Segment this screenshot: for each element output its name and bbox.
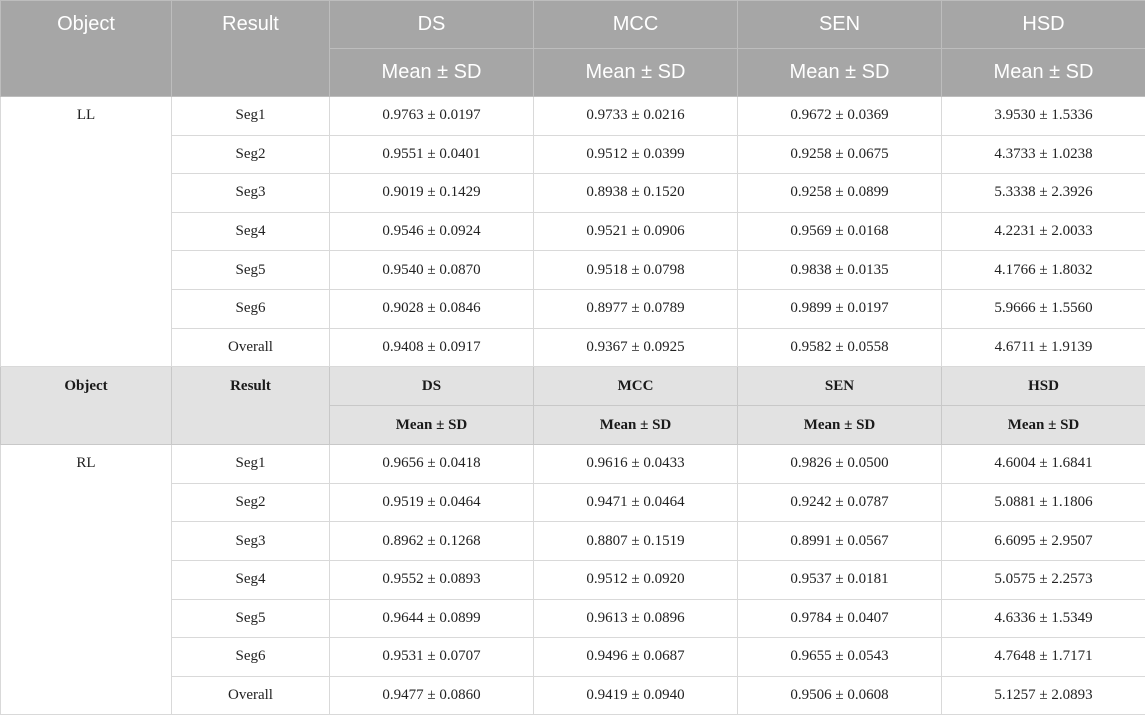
hsd-cell: 4.6336 ± 1.5349 (942, 599, 1145, 638)
mcc-cell: 0.9616 ± 0.0433 (534, 445, 738, 484)
sen-cell: 0.9569 ± 0.0168 (738, 212, 942, 251)
header-ds: DS (330, 1, 534, 49)
mcc-cell: 0.9367 ± 0.0925 (534, 328, 738, 367)
sen-cell: 0.8991 ± 0.0567 (738, 522, 942, 561)
hsd-cell: 3.9530 ± 1.5336 (942, 97, 1145, 136)
ds-cell: 0.9656 ± 0.0418 (330, 445, 534, 484)
header-sen-sub: Mean ± SD (738, 49, 942, 97)
hsd-cell: 4.6711 ± 1.9139 (942, 328, 1145, 367)
header-object: Object (1, 367, 172, 445)
result-cell: Seg2 (172, 483, 330, 522)
sen-cell: 0.9582 ± 0.0558 (738, 328, 942, 367)
header-ds: DS (330, 367, 534, 406)
mcc-cell: 0.9733 ± 0.0216 (534, 97, 738, 136)
table-row (1, 560, 1145, 599)
table-row (1, 97, 1145, 136)
result-cell: Seg6 (172, 638, 330, 677)
hsd-cell: 5.0575 ± 2.2573 (942, 560, 1145, 599)
header-mcc: MCC (534, 1, 738, 49)
header-hsd: HSD (942, 1, 1145, 49)
group-rl (1, 445, 1145, 715)
result-cell: Overall (172, 328, 330, 367)
header-ds-sub: Mean ± SD (330, 49, 534, 97)
hsd-cell: 4.1766 ± 1.8032 (942, 251, 1145, 290)
header-sen: SEN (738, 367, 942, 406)
mcc-cell: 0.9518 ± 0.0798 (534, 251, 738, 290)
result-cell: Seg1 (172, 445, 330, 484)
mcc-cell: 0.9496 ± 0.0687 (534, 638, 738, 677)
header-row-secondary (1, 367, 1145, 406)
table-row (1, 289, 1145, 328)
header-ds-sub: Mean ± SD (330, 406, 534, 445)
result-cell: Seg4 (172, 560, 330, 599)
table-row (1, 522, 1145, 561)
sen-cell: 0.9242 ± 0.0787 (738, 483, 942, 522)
mcc-cell: 0.9471 ± 0.0464 (534, 483, 738, 522)
ds-cell: 0.9552 ± 0.0893 (330, 560, 534, 599)
ds-cell: 0.9028 ± 0.0846 (330, 289, 534, 328)
mcc-cell: 0.9521 ± 0.0906 (534, 212, 738, 251)
object-cell: LL (1, 97, 172, 367)
hsd-cell: 4.2231 ± 2.0033 (942, 212, 1145, 251)
result-cell: Seg3 (172, 522, 330, 561)
table-row (1, 638, 1145, 677)
sen-cell: 0.9784 ± 0.0407 (738, 599, 942, 638)
mcc-cell: 0.9512 ± 0.0920 (534, 560, 738, 599)
mcc-cell: 0.8977 ± 0.0789 (534, 289, 738, 328)
result-cell: Seg5 (172, 251, 330, 290)
mcc-cell: 0.8938 ± 0.1520 (534, 174, 738, 213)
hsd-cell: 4.3733 ± 1.0238 (942, 135, 1145, 174)
object-cell: RL (1, 445, 172, 715)
hsd-cell: 4.7648 ± 1.7171 (942, 638, 1145, 677)
sen-cell: 0.9506 ± 0.0608 (738, 676, 942, 715)
table-row (1, 251, 1145, 290)
sen-cell: 0.9258 ± 0.0899 (738, 174, 942, 213)
header-sen: SEN (738, 1, 942, 49)
header-hsd-sub: Mean ± SD (942, 49, 1145, 97)
header-sen-sub: Mean ± SD (738, 406, 942, 445)
sen-cell: 0.9655 ± 0.0543 (738, 638, 942, 677)
table-row (1, 599, 1145, 638)
ds-cell: 0.9763 ± 0.0197 (330, 97, 534, 136)
mcc-cell: 0.9512 ± 0.0399 (534, 135, 738, 174)
table-row (1, 212, 1145, 251)
mcc-cell: 0.9613 ± 0.0896 (534, 599, 738, 638)
header-mcc: MCC (534, 367, 738, 406)
group-ll (1, 97, 1145, 367)
ds-cell: 0.9644 ± 0.0899 (330, 599, 534, 638)
ds-cell: 0.9551 ± 0.0401 (330, 135, 534, 174)
table-row (1, 483, 1145, 522)
hsd-cell: 6.6095 ± 2.9507 (942, 522, 1145, 561)
hsd-cell: 5.1257 ± 2.0893 (942, 676, 1145, 715)
ds-cell: 0.9546 ± 0.0924 (330, 212, 534, 251)
header-result: Result (172, 367, 330, 445)
header-hsd-sub: Mean ± SD (942, 406, 1145, 445)
mcc-cell: 0.9419 ± 0.0940 (534, 676, 738, 715)
header-row-primary (1, 1, 1145, 49)
result-cell: Seg2 (172, 135, 330, 174)
result-cell: Seg4 (172, 212, 330, 251)
sen-cell: 0.9537 ± 0.0181 (738, 560, 942, 599)
hsd-cell: 5.0881 ± 1.1806 (942, 483, 1145, 522)
ds-cell: 0.9477 ± 0.0860 (330, 676, 534, 715)
hsd-cell: 5.3338 ± 2.3926 (942, 174, 1145, 213)
result-cell: Seg6 (172, 289, 330, 328)
ds-cell: 0.9540 ± 0.0870 (330, 251, 534, 290)
sen-cell: 0.9899 ± 0.0197 (738, 289, 942, 328)
result-cell: Seg1 (172, 97, 330, 136)
table-row (1, 445, 1145, 484)
ds-cell: 0.9019 ± 0.1429 (330, 174, 534, 213)
result-cell: Seg5 (172, 599, 330, 638)
ds-cell: 0.9531 ± 0.0707 (330, 638, 534, 677)
header-mcc-sub: Mean ± SD (534, 406, 738, 445)
result-cell: Overall (172, 676, 330, 715)
mcc-cell: 0.8807 ± 0.1519 (534, 522, 738, 561)
sen-cell: 0.9838 ± 0.0135 (738, 251, 942, 290)
result-cell: Seg3 (172, 174, 330, 213)
sen-cell: 0.9258 ± 0.0675 (738, 135, 942, 174)
ds-cell: 0.9519 ± 0.0464 (330, 483, 534, 522)
header-hsd: HSD (942, 367, 1145, 406)
hsd-cell: 5.9666 ± 1.5560 (942, 289, 1145, 328)
table-row (1, 328, 1145, 367)
header-mcc-sub: Mean ± SD (534, 49, 738, 97)
table-row (1, 676, 1145, 715)
hsd-cell: 4.6004 ± 1.6841 (942, 445, 1145, 484)
header-result: Result (172, 1, 330, 97)
ds-cell: 0.8962 ± 0.1268 (330, 522, 534, 561)
sen-cell: 0.9672 ± 0.0369 (738, 97, 942, 136)
table-row (1, 174, 1145, 213)
header-object: Object (1, 1, 172, 97)
table-row (1, 135, 1145, 174)
sen-cell: 0.9826 ± 0.0500 (738, 445, 942, 484)
ds-cell: 0.9408 ± 0.0917 (330, 328, 534, 367)
